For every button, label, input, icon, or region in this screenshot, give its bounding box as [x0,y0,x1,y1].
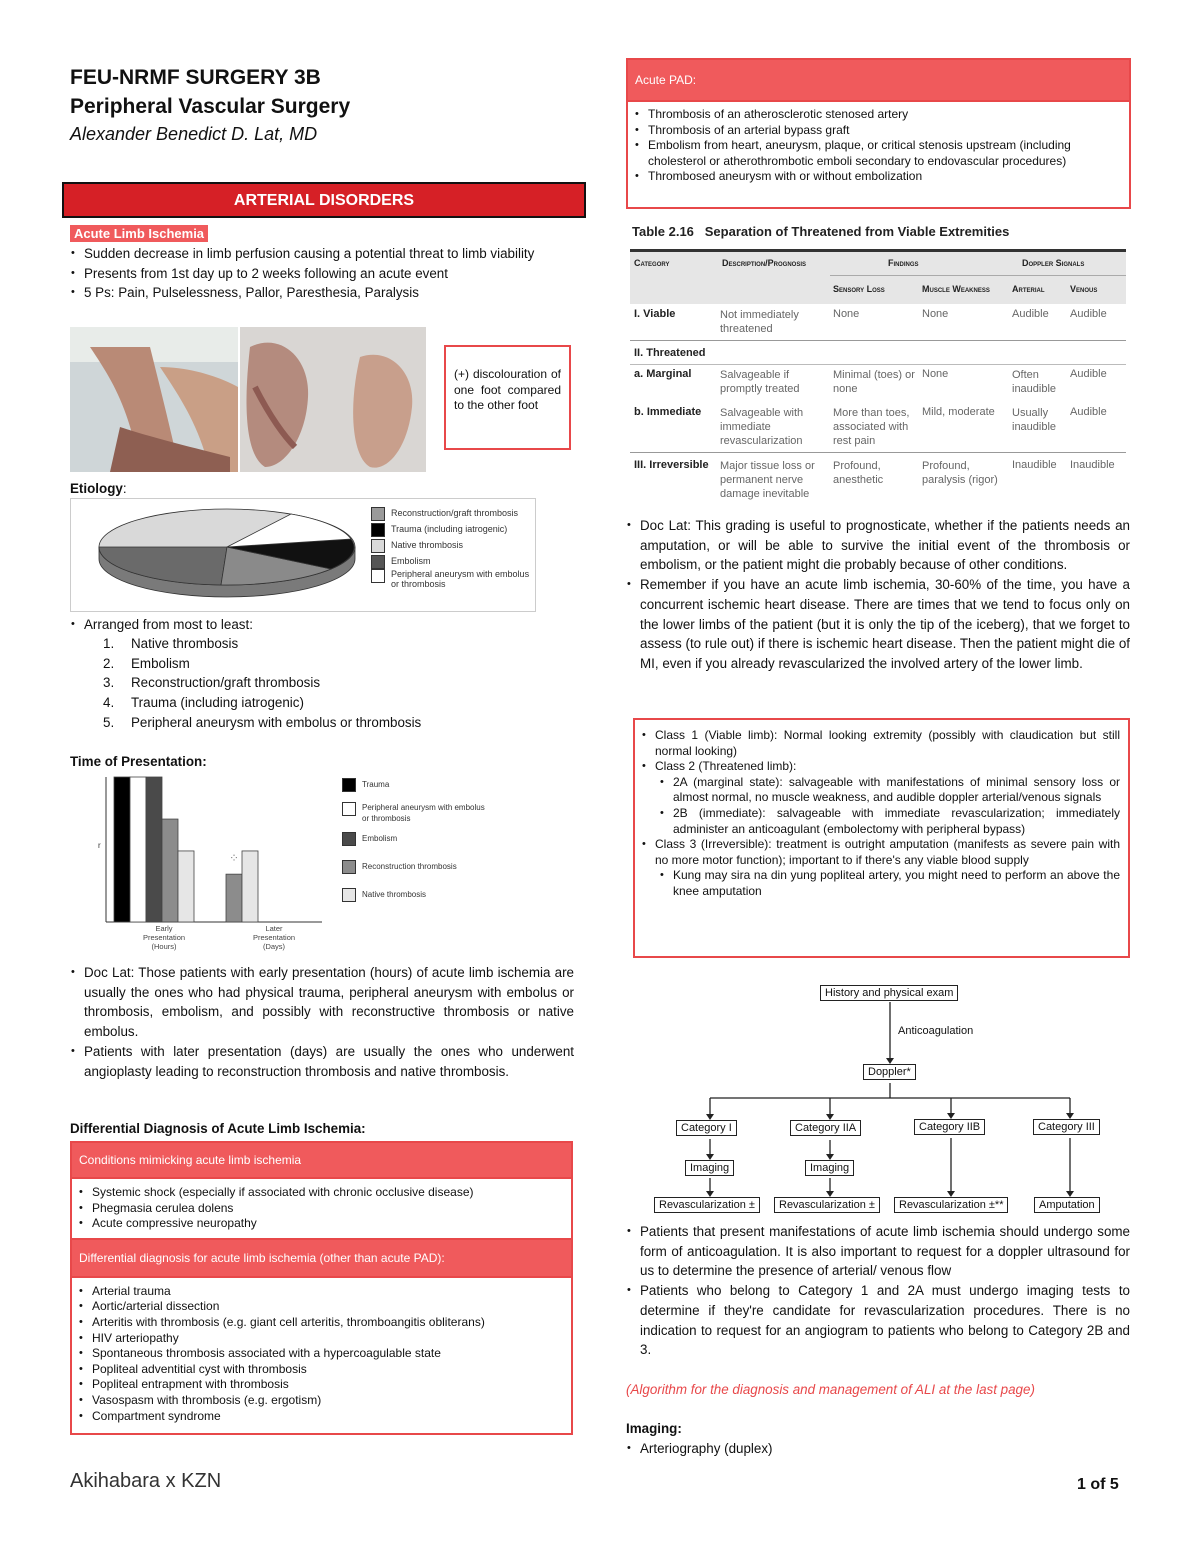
list-item-text: Class 3 (Irreversible): treatment is outright amputation (manifests as severe pain with no more motor function); important to if there's any viable blood supply [655,837,1120,867]
table-cell: a. Marginal [634,368,692,380]
list-item: • Class 1 (Viable limb): Normal looking extremity (possibly with claudication but still normal looking) [641,728,1120,759]
legend-swatch [371,523,385,537]
list-item-text: Peripheral aneurysm with embolus or thrombosis [131,714,422,730]
table-caption [632,224,1009,239]
table-2-16 [630,222,1126,512]
list-item: • Embolism from heart, aneurysm, plaque, or critical stenosis upstream (including cholesterol or atherothrombotic emboli secondary to endovascular procedures) [634,138,1121,169]
table-cell: Minimal (toes) or none [833,369,915,395]
table-cell: I. Viable [634,308,676,320]
table-cell: Usually inaudible [1012,407,1057,433]
list-item-text: Trauma (including iatrogenic) [131,695,304,711]
legend-swatch [371,539,385,553]
flow-imaging-2: Imaging [805,1160,854,1176]
cursor-mark: ⁘ [229,851,240,865]
ddx-list1 [72,1179,571,1238]
list-item: • Patients who belong to Category 1 and 2A must undergo imaging tests to determine if they're candidate for revascularization procedures. There is no indication to request for an angiogram to patients who belong to Category 2B and 3. [626,1281,1130,1360]
flow-amputation: Amputation [1034,1197,1100,1213]
list-item: • Arteriography (duplex) [626,1439,1130,1459]
footer-left: Akihabara x KZN [70,1470,222,1492]
th-venous: Venous [1070,284,1098,294]
bar-1-3 [226,874,242,922]
th-sensory: Sensory Loss [833,284,885,294]
table-cell: Profound, paralysis (rigor) [922,460,998,486]
th-findings: Findings [888,258,919,268]
subject-title: Peripheral Vascular Surgery [70,95,351,118]
ddx-head2-text: Differential diagnosis for acute limb ischemia (other than acute PAD): [79,1250,445,1265]
ddx-list2 [72,1278,571,1428]
flow-anticoagulation: Anticoagulation [898,1025,974,1037]
etiology-order [70,615,574,635]
classes-list [641,728,1120,900]
list-item [641,759,1120,837]
ddx-box [70,1141,573,1435]
time-bullets [70,963,574,1081]
list-item: • Thrombosed aneurysm with or without embolization [634,169,1121,185]
bar-0-1 [130,777,146,922]
bar-legend [342,778,492,902]
th-arterial: Arterial [1012,284,1045,294]
list-item: 1. Native thrombosis [103,636,239,651]
legend-swatch [342,888,356,902]
table-cell: Mild, moderate [922,406,995,418]
list-item: • Sudden decrease in limb perfusion causing a potential threat to limb viability [70,244,574,264]
flow-category-iib: Category IIB [914,1119,985,1135]
etiology-pie-chart [70,498,536,612]
legend-label: Peripheral aneurysm with embolus or thrombosis [362,803,485,823]
th-muscle: Muscle Weakness [922,284,990,294]
flowchart-connectors [640,980,1120,1220]
table-cell: Salvageable with immediate revascularization [720,407,804,447]
imaging-list [626,1439,1130,1459]
sub-list [659,868,1120,899]
legend-label: Trauma [362,780,390,790]
table-cell: None [922,368,949,380]
lecturer-name: Alexander Benedict D. Lat, MD [70,124,318,144]
table-cell: Not immediately threatened [720,309,799,335]
legend-swatch [342,802,356,816]
pie-legend [371,505,531,589]
legend-label: Native thrombosis [362,890,427,900]
etiology-order-list [70,634,574,733]
table-rule [630,340,1126,341]
list-item: • Phegmasia cerulea dolens [78,1201,567,1217]
table-cell: Inaudible [1070,459,1115,471]
flow-category-iia: Category IIA [790,1120,861,1136]
table-cell: II. Threatened [634,347,706,359]
legend-label: Native thrombosis [391,540,464,550]
table-caption-num: Table 2.16 [632,224,694,239]
course-title: FEU-NRMF SURGERY 3B [70,66,321,89]
time-label: Time of Presentation: [70,754,207,769]
table-cell: b. Immediate [634,406,702,418]
list-item: • Popliteal entrapment with thrombosis [78,1377,567,1393]
list-item [641,837,1120,899]
list-item-text: Reconstruction/graft thrombosis [131,675,321,691]
ddx-head1: Conditions mimicking acute limb ischemia [72,1143,571,1179]
flow-notes [626,1222,1130,1360]
legend-label: Embolism [391,556,431,566]
list-item: 2. Embolism [103,655,190,671]
grading-notes [626,516,1130,674]
flow-revasc-1: Revascularization ± [654,1197,760,1213]
list-item: • Thrombosis of an arterial bypass graft [634,123,1121,139]
photo-note: (+) discolouration of one foot compared to the other foot [454,367,561,413]
list-item: • Acute compressive neuropathy [78,1216,567,1232]
table-cell: Audible [1070,368,1107,380]
legend-label: Reconstruction/graft thrombosis [391,508,519,518]
etiology-label: Etiology: [70,481,127,496]
table-cell: Profound, anesthetic [833,460,884,486]
list-item: • Spontaneous thrombosis associated with a hypercoagulable state [78,1346,567,1362]
th-doppler: Doppler Signals [1022,258,1085,268]
th-desc: Description/Prognosis [722,258,807,268]
list-item: • Remember if you have an acute limb ischemia, 30-60% of the time, you have a concurrent ischemic heart disease. There are times that we tend to focus only on the lower limbs of the patient (but it is only the tip of the iceberg), that we forget to assess (to rule out) if there is ischemic heart disease. Then the patient might die of MI, even if you already revascularized the involved artery of the lower limb. [626,575,1130,674]
acute-pad-head: Acute PAD: [628,60,1129,102]
legend-swatch [342,860,356,874]
flow-category-iii: Category III [1033,1119,1100,1135]
legend-label: Trauma (including iatrogenic) [391,524,508,534]
ali-heading: Acute Limb Ischemia [70,225,208,242]
flow-category-i: Category I [676,1120,737,1136]
list-item-text: Class 2 (Threatened limb): [655,759,797,774]
list-item: • HIV arteriopathy [78,1331,567,1347]
table-cell: Salvageable if promptly treated [720,369,800,395]
list-item: 5. Peripheral aneurysm with embolus or thrombosis [103,714,422,730]
legend-swatch [371,569,385,583]
list-item: • Vasospasm with thrombosis (e.g. ergotism) [78,1393,567,1409]
list-item: • Patients that present manifestations of acute limb ischemia should undergo some form of anticoagulation. It is also important to request for a doppler ultrasound for us to determine the presence of arterial/ venous flow [626,1222,1130,1281]
time-bar-chart [94,772,504,962]
list-item: • Arteritis with thrombosis (e.g. giant cell arteritis, thromboangitis obliterans) [78,1315,567,1331]
x-label-later: Later Presentation (Days) [252,924,296,951]
list-item: • Arterial trauma [78,1284,567,1300]
section-banner-text: ARTERIAL DISORDERS [233,192,415,209]
legend-label: Reconstruction thrombosis [362,862,457,872]
acute-pad-list [628,102,1129,185]
list-item: • Systemic shock (especially if associated with chronic occlusive disease) [78,1185,567,1201]
algorithm-note: (Algorithm for the diagnosis and management of ALI at the last page) [626,1382,1035,1397]
list-item: • 2B (immediate): salvageable with immediate revascularization; immediately administer an anticoagulant (embolectomy with peripheral bypass) [659,806,1120,837]
flow-revasc-3: Revascularization ±** [894,1197,1008,1213]
legend-swatch [342,832,356,846]
list-item: 4. Trauma (including iatrogenic) [103,695,304,711]
table-caption-text: Separation of Threatened from Viable Extremities [704,224,1010,239]
legend-label: Embolism [362,834,398,844]
bar-0-4 [178,851,194,922]
table-cell: Audible [1070,308,1107,320]
list-item: • Arranged from most to least: [70,615,574,635]
list-item: • Doc Lat: Those patients with early presentation (hours) of acute limb ischemia are usually the ones who had physical trauma, peripheral aneurysm with embolus or thrombosis, embolism, and possibly with reconstructive thrombosis or native embolus. [70,963,574,1042]
table-cell: More than toes, associated with rest pain [833,407,910,447]
list-item: 3. Reconstruction/graft thrombosis [103,675,321,691]
legend-swatch [371,507,385,521]
etiology-label-text: Etiology [70,481,123,496]
classes-box [633,718,1130,958]
table-cell: III. Irreversible [634,459,709,471]
list-item: • Compartment syndrome [78,1409,567,1425]
list-item: • Presents from 1st day up to 2 weeks following an acute event [70,264,574,284]
bar-0-3 [162,819,178,922]
list-item: • Kung may sira na din yung popliteal artery, you might need to perform an above the knee amputation [659,868,1120,899]
th-category: Category [634,258,670,268]
ddx-head2 [72,1238,571,1278]
sub-list [659,775,1120,837]
flow-imaging-1: Imaging [685,1160,734,1176]
list-item-text: Embolism [131,655,190,671]
acute-pad-box [626,58,1131,209]
bar-1-4 [242,851,258,922]
bar-0-0 [114,777,130,922]
list-item: • 5 Ps: Pain, Pulselessness, Pallor, Paresthesia, Paralysis [70,283,574,303]
list-item: • Popliteal adventitial cyst with thrombosis [78,1362,567,1378]
legend-swatch [371,555,385,569]
y-axis-mark: r [98,841,101,850]
limb-photos [70,327,426,472]
table-cell: Inaudible [1012,459,1057,471]
list-item: • Patients with later presentation (days) are usually the ones who underwent angioplasty leading to reconstruction thrombosis and native thrombosis. [70,1042,574,1081]
ddx-title: Differential Diagnosis of Acute Limb Ischemia: [70,1121,366,1136]
list-item-text: Native thrombosis [131,636,239,651]
ali-bullets [70,244,574,303]
flow-history-physical: History and physical exam [820,985,958,1001]
legend-swatch [342,778,356,792]
section-banner [62,182,586,218]
imaging-label: Imaging: [626,1421,682,1436]
management-flowchart [640,980,1120,1220]
table-rule [630,452,1126,453]
table-cell: Audible [1070,406,1107,418]
x-label-early: Early Presentation (Hours) [142,924,186,951]
photo-note-box [444,345,571,450]
table-cell: None [833,308,860,320]
table-cell: None [922,308,949,320]
table-rule [630,364,1126,365]
list-item: • 2A (marginal state): salvageable with manifestations of minimal sensory loss or almost normal, no muscle weakness, and audible doppler arterial/venous signals [659,775,1120,806]
list-item: • Thrombosis of an atherosclerotic stenosed artery [634,107,1121,123]
table-rule [830,275,1126,276]
legend-label: Peripheral aneurysm with embolus or thrombosis [391,569,530,589]
list-item: • Aortic/arterial dissection [78,1299,567,1315]
flow-doppler: Doppler* [863,1064,916,1080]
list-item: • Doc Lat: This grading is useful to prognosticate, whether if the patients needs an amputation, or will be able to survive the initial event of the thrombosis or embolism, or the patient might die probably because of other conditions. [626,516,1130,575]
page-number: 1 of 5 [1077,1476,1119,1493]
flow-revasc-2: Revascularization ± [774,1197,880,1213]
table-cell: Major tissue loss or permanent nerve damage inevitable [720,460,815,500]
bar-0-2 [146,777,162,922]
table-cell: Often inaudible [1012,369,1057,395]
table-cell: Audible [1012,308,1049,320]
